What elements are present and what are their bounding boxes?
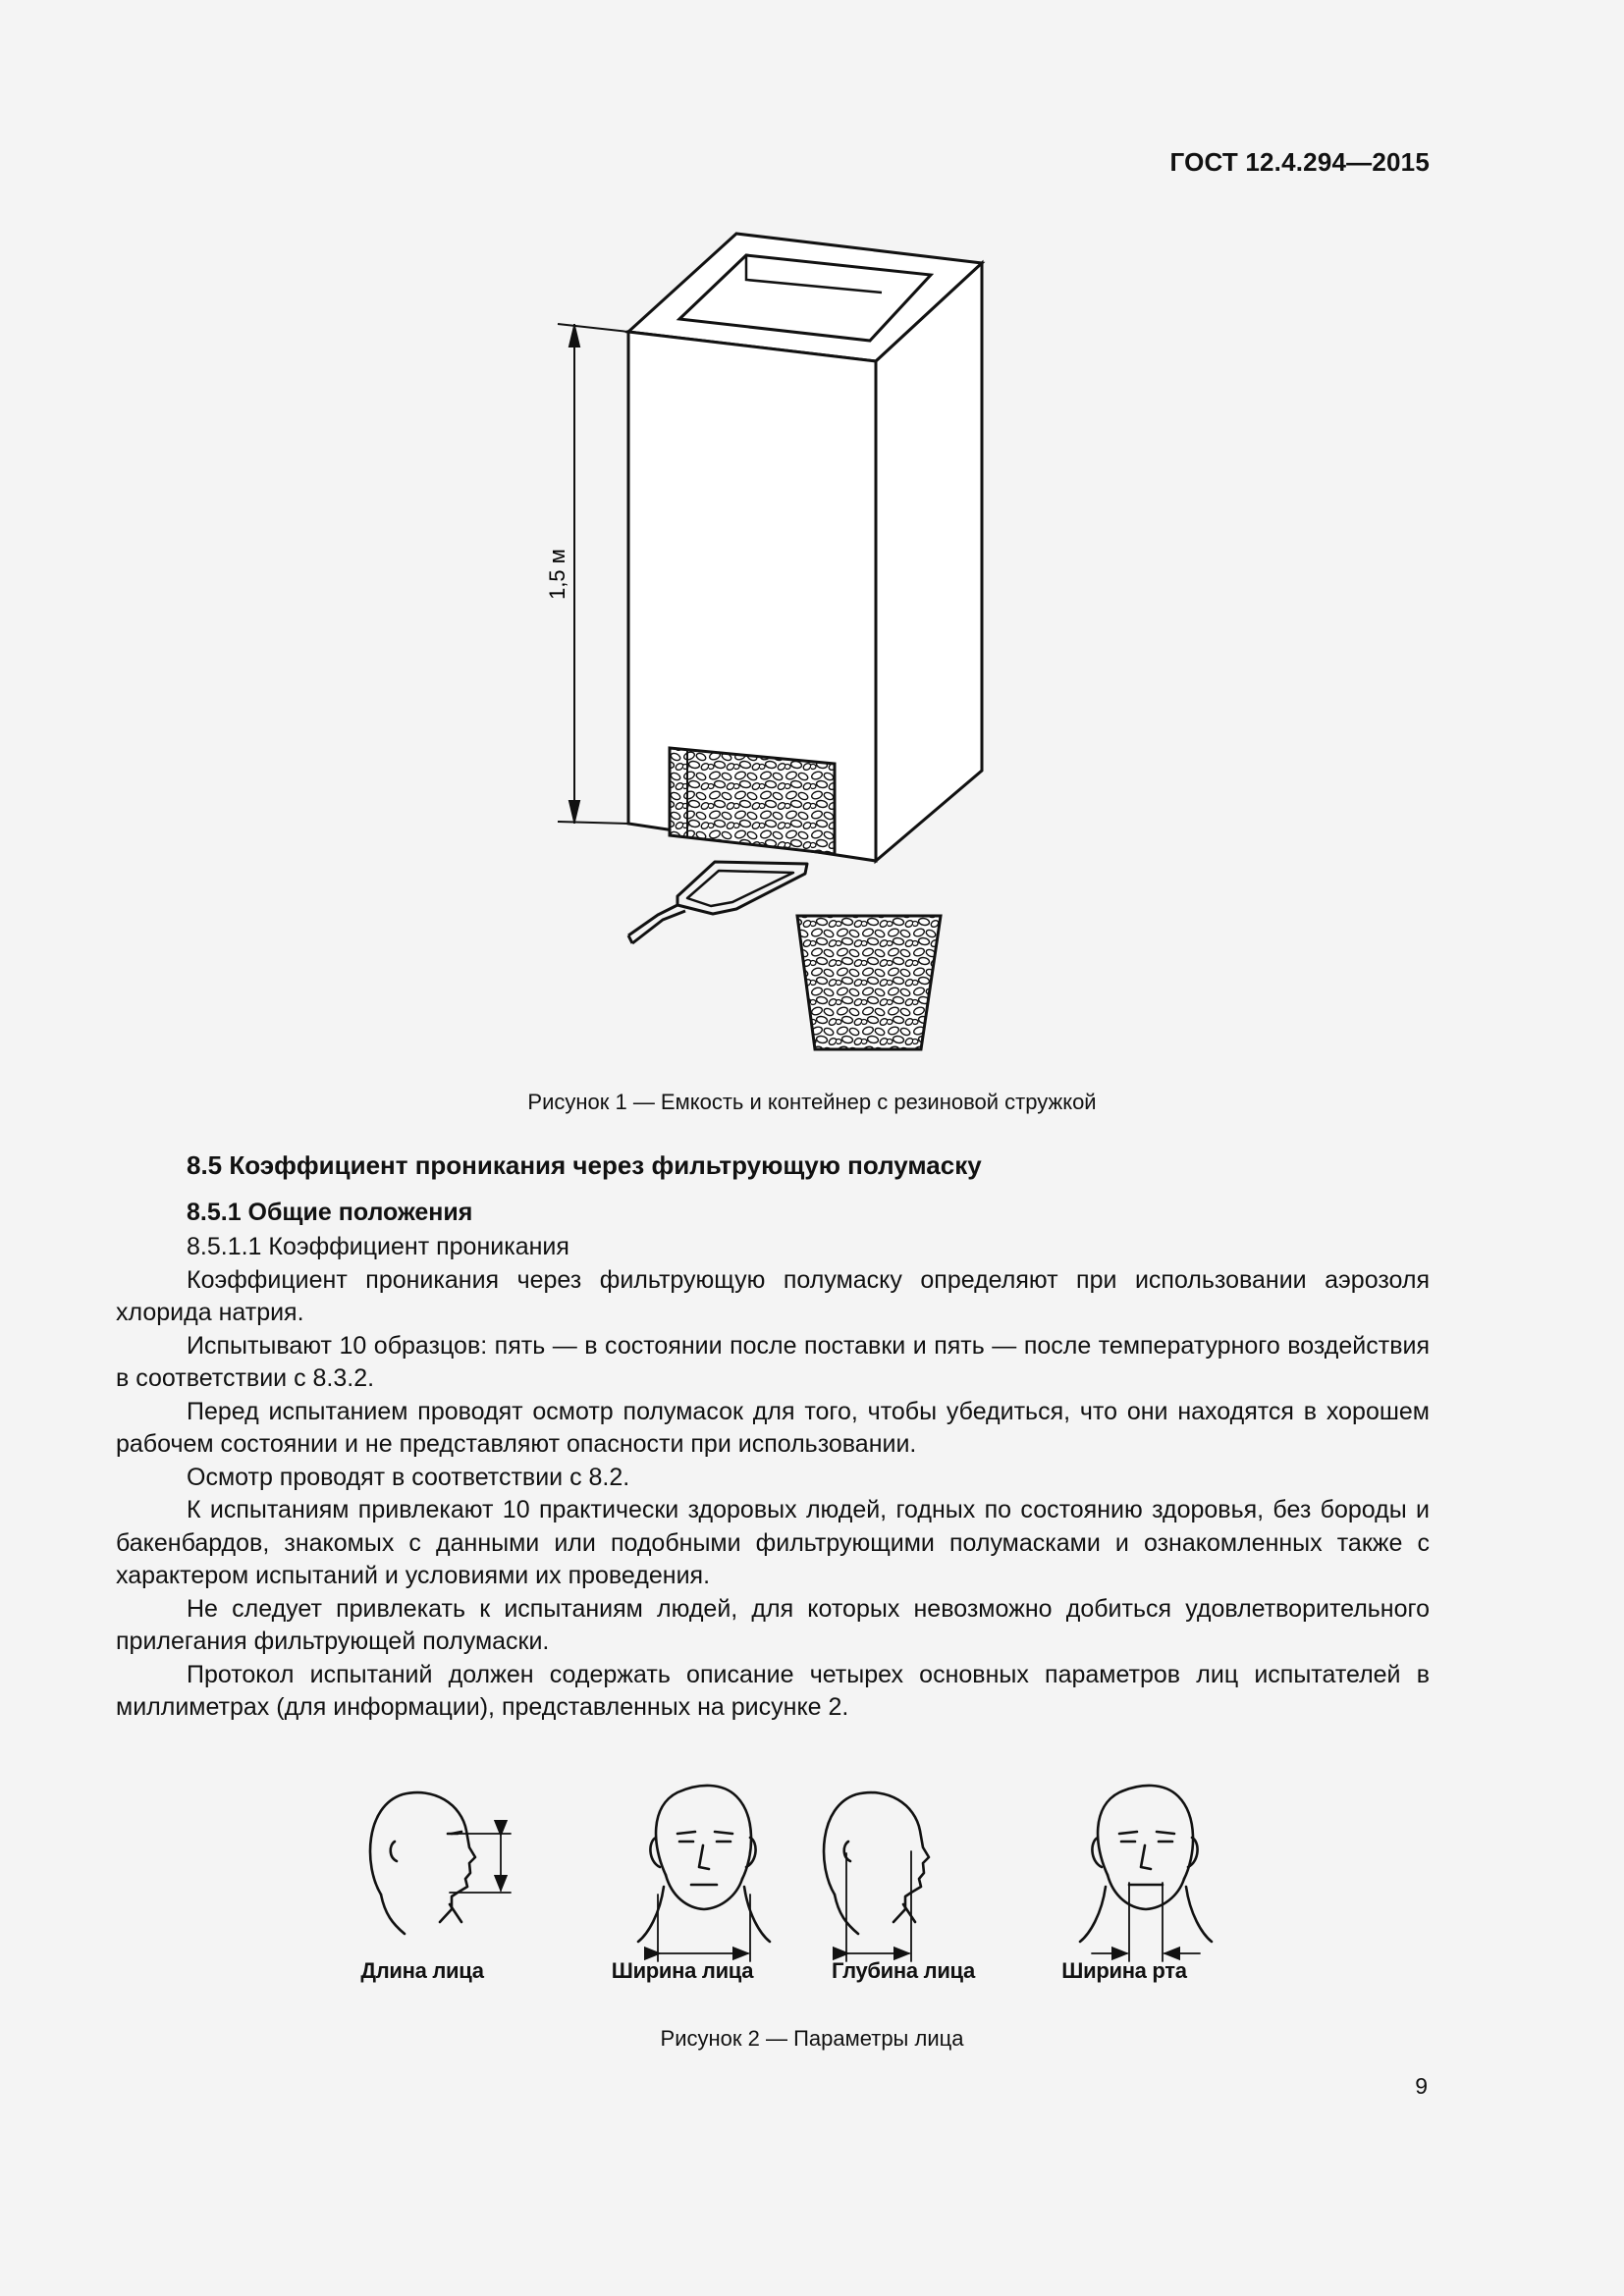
paragraph: 8.5.1.1 Коэффициент проникания [187,1233,569,1260]
figure-2-label-face-depth: Глубина лица [832,1958,975,1983]
dimension-label: 1,5 м [545,549,569,600]
head-front-face-width [638,1786,770,1961]
figure-2-label-mouth-width: Ширина рта [1061,1958,1187,1983]
paragraph: Перед испытанием проводят осмотр полумасок для того, чтобы убедиться, что они находятся в хорошем рабочем состоянии и не представляют опасности при использовании. [116,1397,1430,1458]
figure-2-label-face-width: Ширина лица [611,1958,754,1983]
paragraph: Не следует привлекать к испытаниям людей, для которых невозможно добиться удовлетворительного прилегания фильтрующей полумаски. [116,1594,1430,1655]
figure-1-container-drawing [530,221,1041,1065]
paragraph: Испытывают 10 образцов: пять — в состоянии после поставки и пять — после температурного воздействия в соответствии с 8.3.2. [116,1331,1430,1392]
paragraph: Коэффициент проникания через фильтрующую полумаску определяют при использовании аэрозоля хлорида натрия. [116,1265,1430,1326]
figure-2-label-face-length: Длина лица [360,1958,484,1983]
subsection-heading: 8.5.1 Общие положения [187,1199,473,1226]
page-number: 9 [1415,2073,1428,2099]
document-header: ГОСТ 12.4.294—2015 [1169,147,1430,177]
paragraph: К испытаниям привлекают 10 практически здоровых людей, годных по состоянию здоровья, без бороды и бакенбардов, знакомых с данными или подобными фильтрующими полумасками и ознакомленных также с характером испытаний и условиями их проведения. [116,1496,1430,1589]
body-text [116,1231,1430,1725]
head-profile-face-length [370,1792,511,1934]
figure-1-caption: Рисунок 1 — Емкость и контейнер с резиновой стружкой [527,1090,1097,1114]
head-profile-face-depth [824,1792,929,1961]
section-heading: 8.5 Коэффициент проникания через фильтрующую полумаску [187,1150,982,1180]
paragraph: Осмотр проводят в соответствии с 8.2. [187,1463,630,1491]
figure-2-caption: Рисунок 2 — Параметры лица [660,2026,964,2051]
paragraph: Протокол испытаний должен содержать описание четырех основных параметров лиц испытателей в миллиметрах (для информации), представленных на рисунке 2. [116,1660,1430,1721]
head-front-mouth-width [1080,1786,1212,1961]
